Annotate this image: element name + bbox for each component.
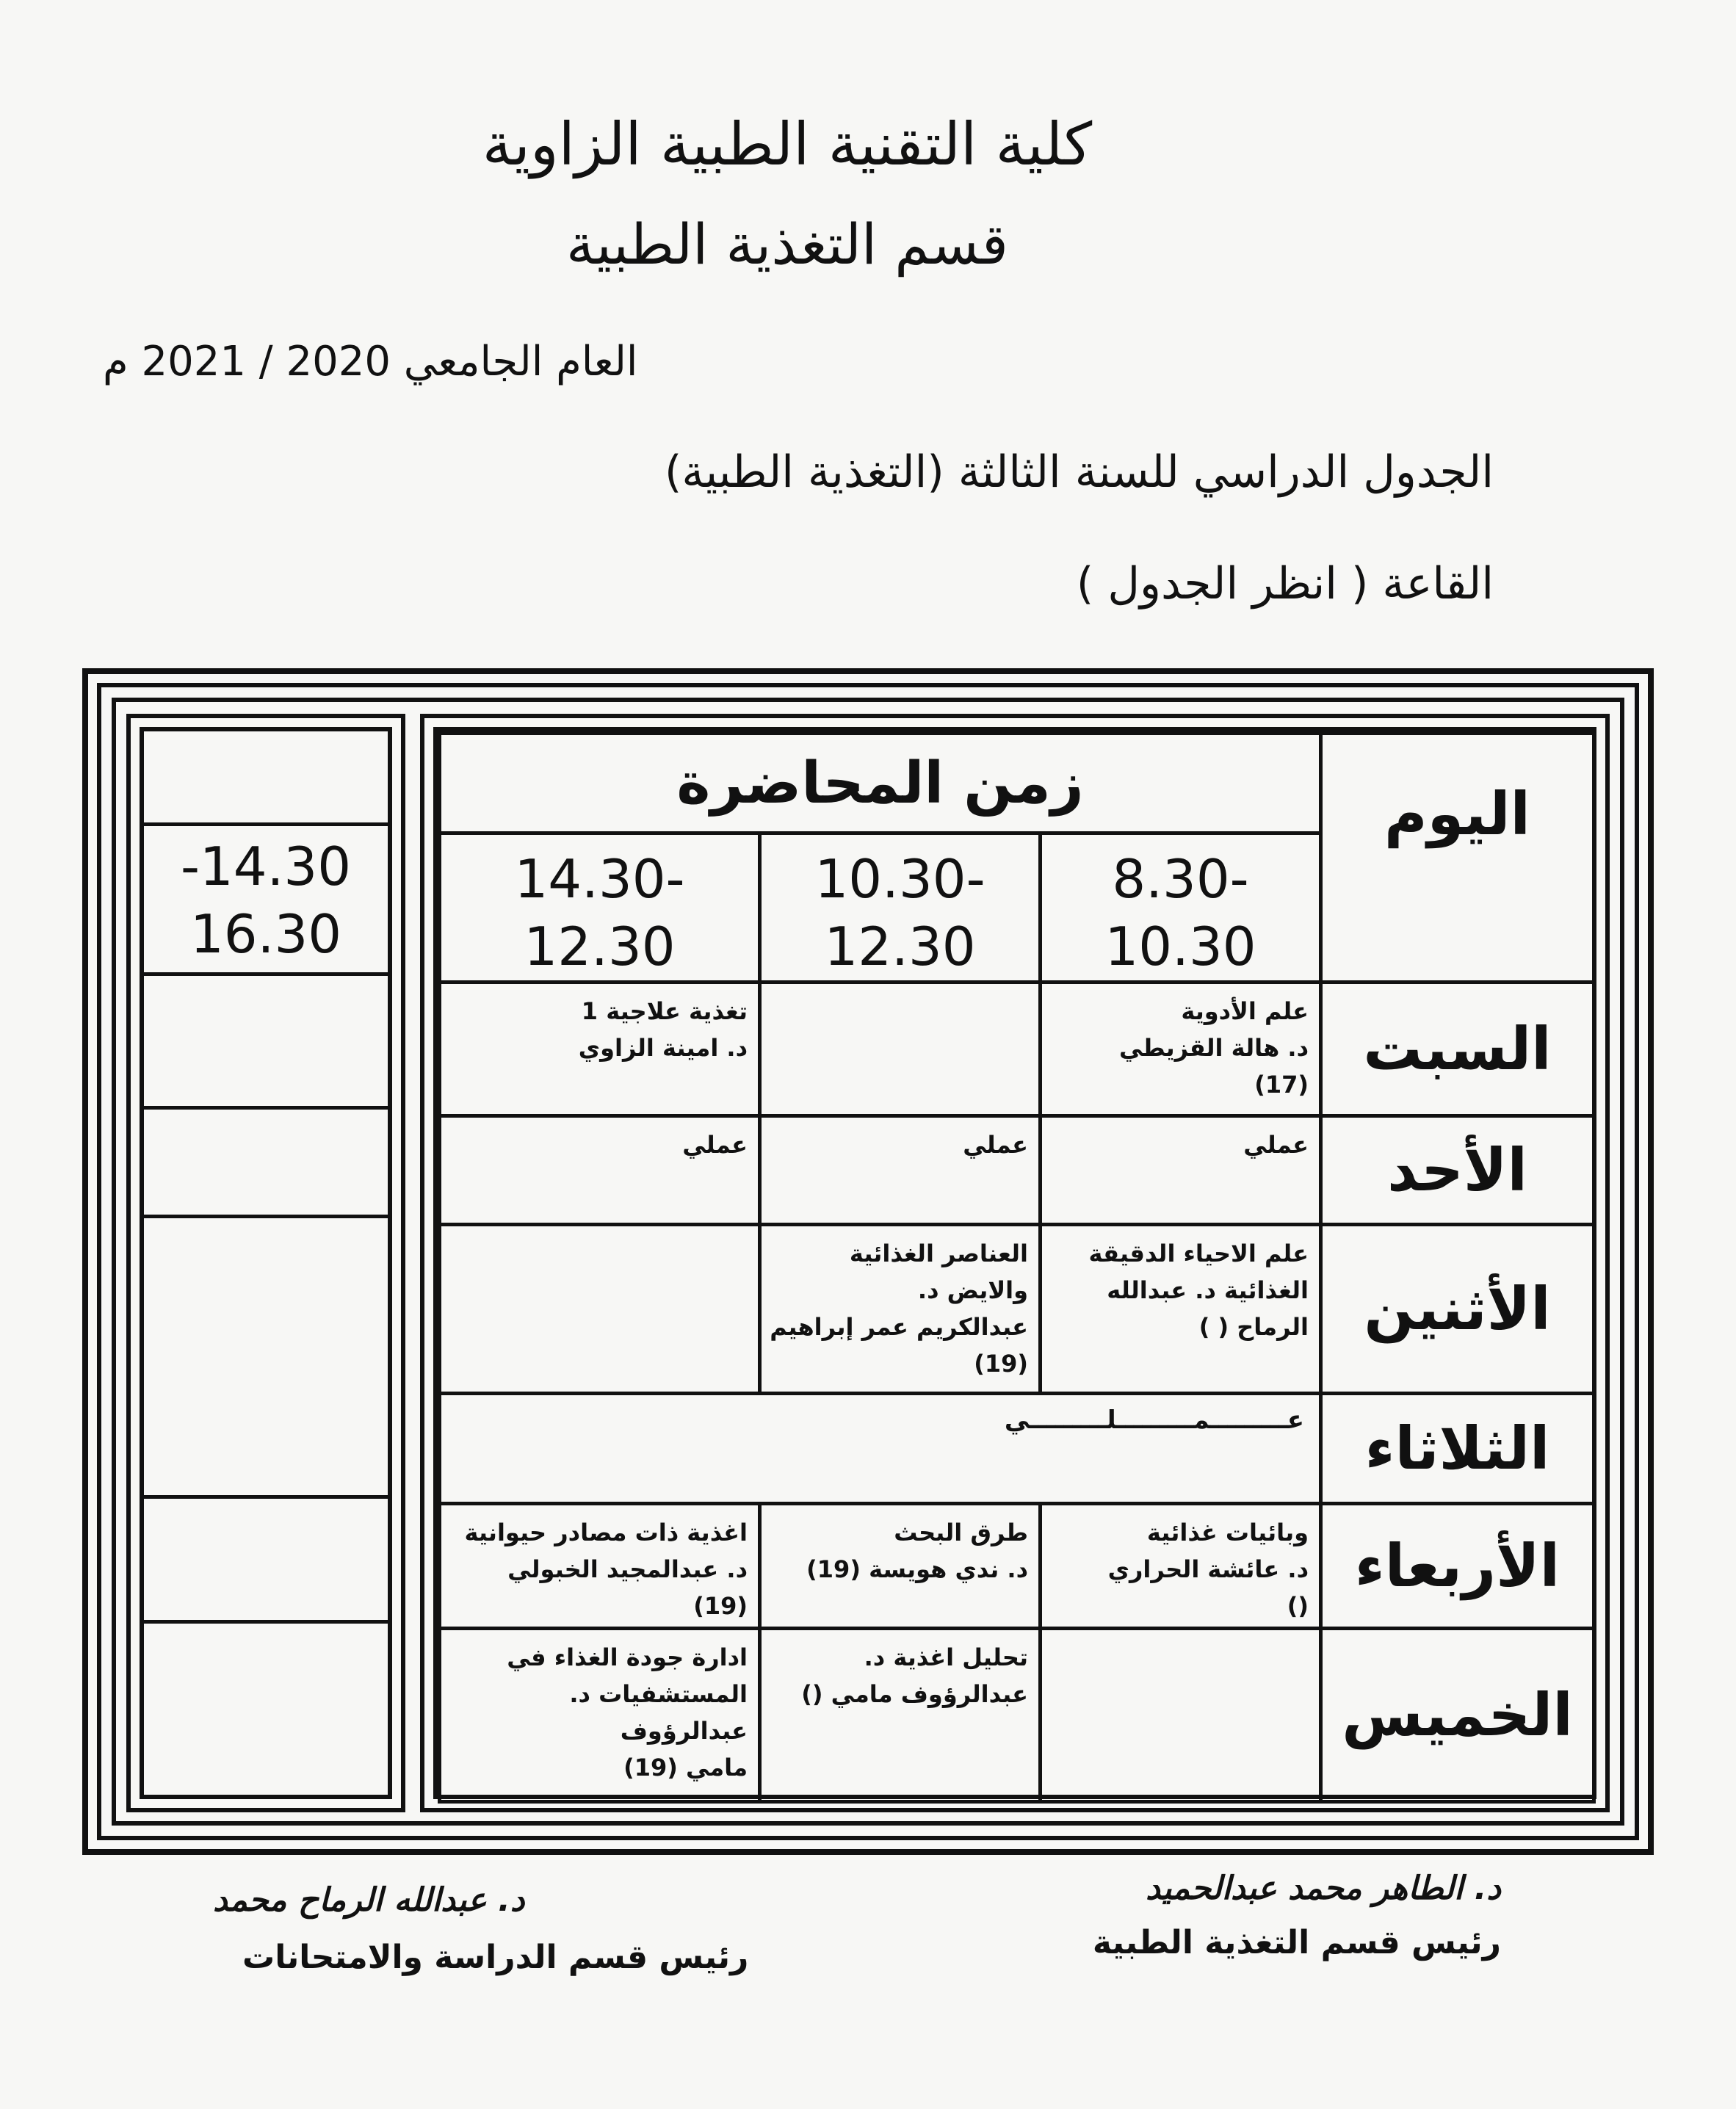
- lecture-cell: تحليل اغذية د. عبدالرؤوف مامي (): [760, 1629, 1041, 1802]
- lecture-cell: العناصر الغذائية والايض د. عبدالكريم عمر إبراهيم (19): [760, 1225, 1041, 1394]
- signature-right-name: د. الطاهر محمد عبدالحميد: [1146, 1870, 1501, 1907]
- day-thursday: الخميس: [1321, 1629, 1594, 1802]
- lecture-cell: ادارة جودة الغذاء في المستشفيات د. عبدالرؤوف مامي (19): [440, 1629, 760, 1802]
- lecture-cell: [1041, 1629, 1321, 1802]
- lecture-cell: وبائيات غذائية د. عائشة الحراري (): [1041, 1504, 1321, 1629]
- day-saturday: السبت: [1321, 983, 1594, 1116]
- signature-right-title: رئيس قسم التغذية الطبية: [1092, 1924, 1501, 1961]
- left-column-divider: [140, 1215, 392, 1218]
- slot-3-time: 14.30-12.30: [440, 833, 760, 983]
- left-column-divider: [140, 972, 392, 976]
- day-sunday: الأحد: [1321, 1116, 1594, 1225]
- slot-1-time: -8.30 10.30: [1041, 833, 1321, 983]
- signature-left-title: رئيس قسم الدراسة والامتحانات: [242, 1939, 749, 1976]
- day-header: اليوم: [1321, 734, 1594, 983]
- left-column-divider: [140, 1620, 392, 1624]
- left-column-divider: [140, 1106, 392, 1110]
- left-column-divider: [140, 1495, 392, 1499]
- schedule-table: [438, 731, 1596, 1804]
- signature-left-name: د. عبدالله الرماح محمد: [213, 1881, 525, 1919]
- schedule-title: الجدول الدراسي للسنة الثالثة (التغذية الطبية): [664, 446, 1494, 498]
- slot-4-time: -14.30 16.30: [180, 836, 352, 965]
- lecture-cell: علم الاحياء الدقيقة الغذائية د. عبدالله الرماح ( ): [1041, 1225, 1321, 1394]
- department-name: قسم التغذية الطبية: [566, 211, 1008, 277]
- lecture-cell: عملي: [760, 1116, 1041, 1225]
- lecture-cell: علم الأدوية د. هالة القزيطي (17): [1041, 983, 1321, 1116]
- lecture-cell: [760, 983, 1041, 1116]
- day-wednesday: الأربعاء: [1321, 1504, 1594, 1629]
- lecture-cell: عملي: [1041, 1116, 1321, 1225]
- slot-2-time: -10.30 12.30: [760, 833, 1041, 983]
- day-tuesday: الثلاثاء: [1321, 1394, 1594, 1504]
- academic-year: العام الجامعي 2020 / 2021 م: [103, 338, 638, 386]
- lecture-cell: طرق البحث د. ندي هويسة (19): [760, 1504, 1041, 1629]
- hall-info: القاعة ( انظر الجدول ): [1076, 558, 1494, 609]
- lecture-cell: عملي: [440, 1116, 760, 1225]
- time-header: زمن المحاضرة: [440, 734, 1321, 833]
- left-column-divider: [140, 822, 392, 826]
- tuesday-practical-note: عـــــــــمـــــــــلـــــــــي: [440, 1394, 1321, 1504]
- lecture-cell: اغذية ذات مصادر حيوانية د. عبدالمجيد الخبولي (19): [440, 1504, 760, 1629]
- lecture-cell: [440, 1225, 760, 1394]
- lecture-cell: تغذية علاجية 1 د. امينة الزاوي: [440, 983, 760, 1116]
- day-monday: الأثنين: [1321, 1225, 1594, 1394]
- college-name: كلية التقنية الطبية الزاوية: [482, 110, 1093, 178]
